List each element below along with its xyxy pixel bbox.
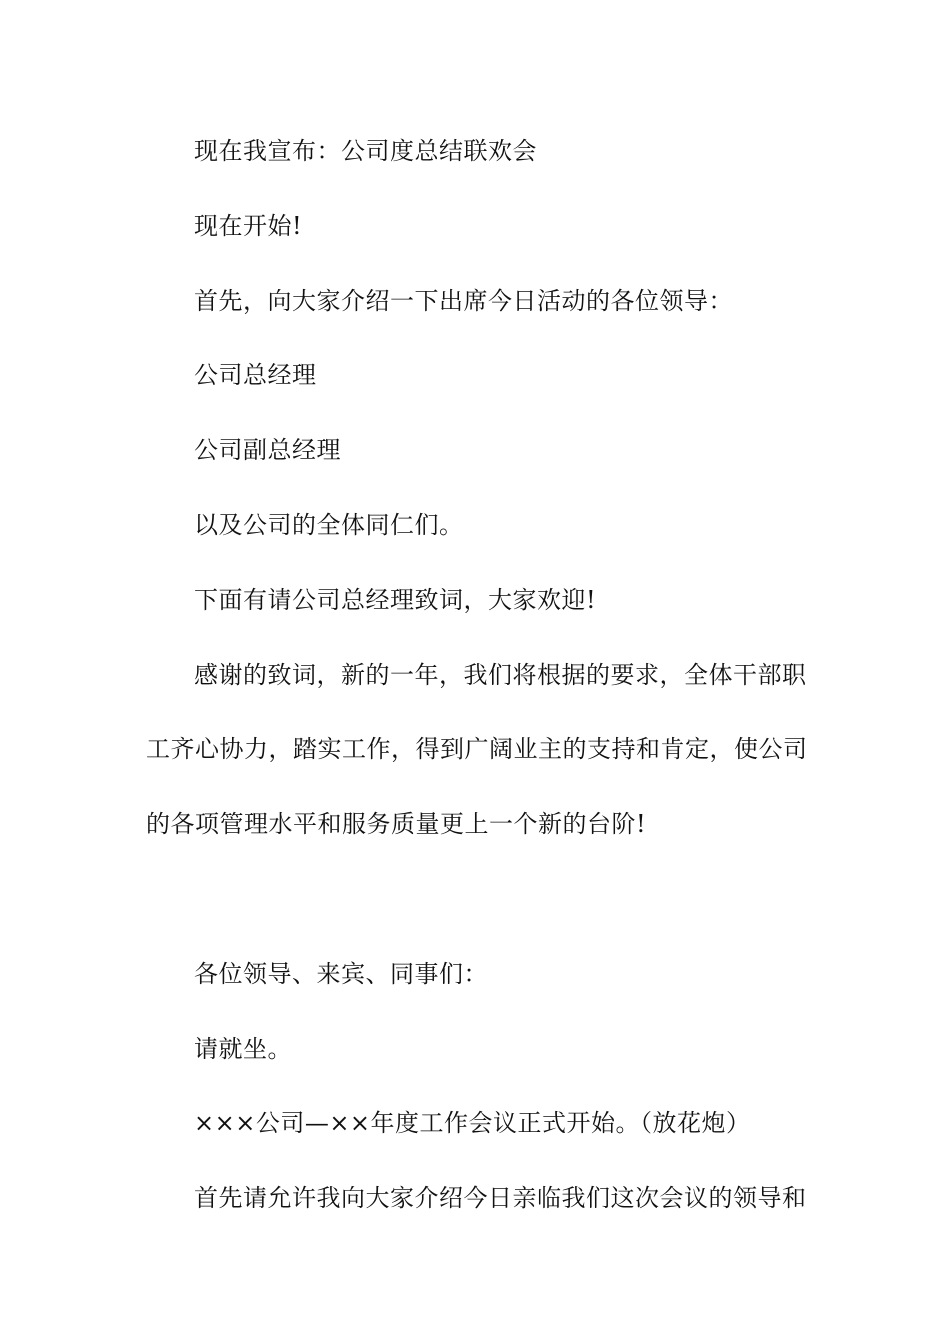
paragraph-line: 现在我宣布：公司度总结联欢会 [194, 137, 537, 165]
paragraph-line: 的各项管理水平和服务质量更上一个新的台阶! [146, 810, 647, 838]
paragraph-line: 公司副总经理 [194, 436, 341, 464]
paragraph-line: 各位领导、来宾、同事们： [194, 960, 488, 988]
paragraph-line: 工齐心协力，踏实工作，得到广阔业主的支持和肯定，使公司 [146, 735, 808, 763]
paragraph-line: 公司总经理 [194, 361, 317, 389]
paragraph-line: 现在开始! [194, 212, 303, 240]
paragraph-line: 以及公司的全体同仁们。 [194, 511, 464, 539]
paragraph-line: ×××公司—××年度工作会议正式开始。（放花炮） [194, 1109, 751, 1137]
paragraph-line: 请就坐。 [194, 1035, 292, 1063]
paragraph-line: 首先请允许我向大家介绍今日亲临我们这次会议的领导和 [194, 1184, 807, 1212]
paragraph-line: 首先，向大家介绍一下出席今日活动的各位领导： [194, 287, 733, 315]
paragraph-line: 下面有请公司总经理致词，大家欢迎! [194, 586, 597, 614]
paragraph-line: 感谢的致词，新的一年，我们将根据的要求，全体干部职 [194, 661, 807, 689]
